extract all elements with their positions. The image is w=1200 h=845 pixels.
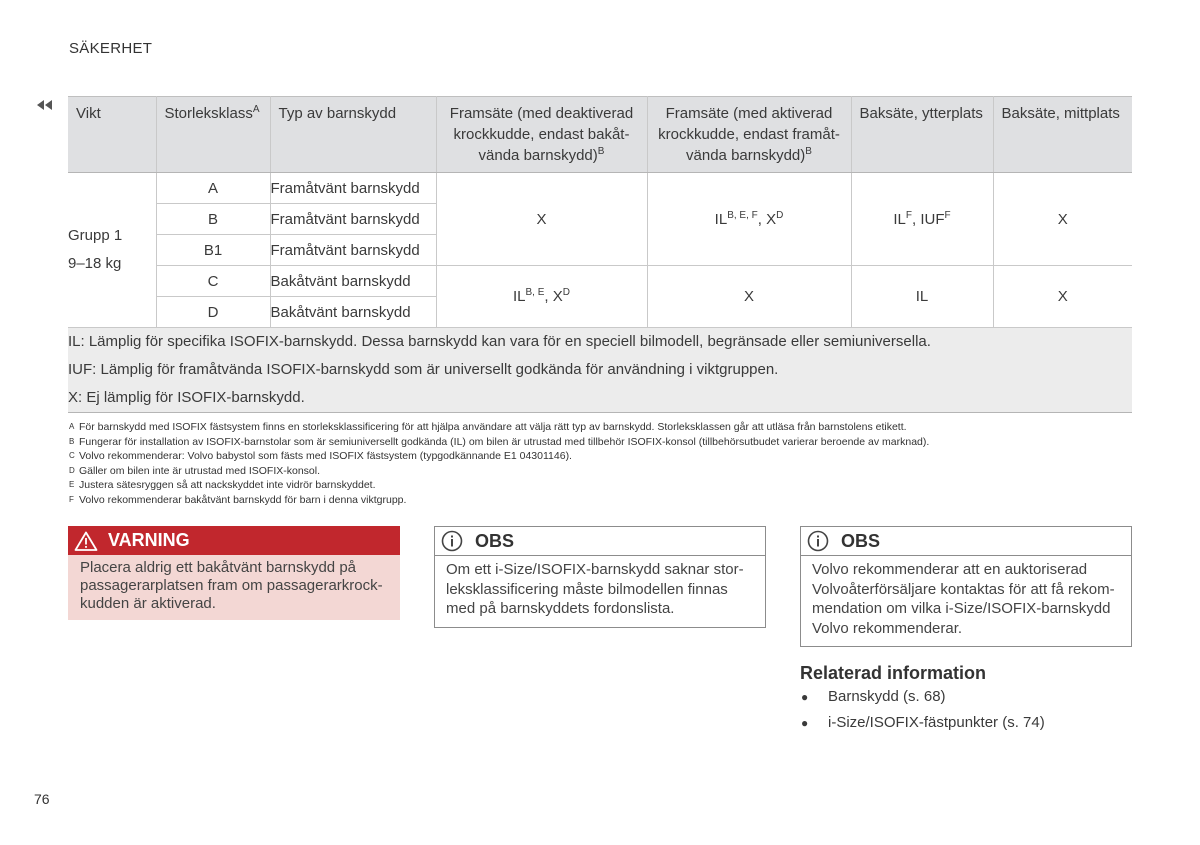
bullet-icon: ● <box>801 690 809 704</box>
footnote: F Volvo rekommenderar bakåtvänt barnskydd för barn i denna viktgrupp. <box>69 493 407 506</box>
table-header-row <box>68 97 1132 173</box>
related-information <box>800 662 1140 736</box>
seat-type-cell: Framåtvänt barnskydd <box>270 204 436 235</box>
related-title: Relaterad information <box>800 663 987 683</box>
header-rear-middle: Baksäte, mittplats <box>993 97 1132 173</box>
note-box <box>434 526 766 628</box>
warning-triangle-icon <box>74 531 98 551</box>
seat-type-cell: Framåtvänt barnskydd <box>270 235 436 266</box>
info-icon <box>441 530 463 552</box>
rear-front-activated-cell: X <box>647 266 851 328</box>
header-size-class: Storleksklass$^A$ <box>156 97 270 173</box>
warning-box <box>68 526 400 620</box>
isofix-table <box>68 96 1132 413</box>
page-number: 76 <box>34 791 50 807</box>
note-title: OBS <box>475 530 515 551</box>
warning-title: VARNING <box>108 530 190 550</box>
note-box <box>800 526 1132 647</box>
legend-row <box>68 328 1132 413</box>
forward-rear-middle-cell: X <box>993 173 1132 266</box>
note-text: Volvo rekommenderar att en auktoriserad Volvoåterförsäljare kontaktas för att få rekom- mendation om vilka i-Size/ISOFIX-barnskydd Volvo rekommenderar. <box>812 561 1115 637</box>
size-class-cell: D <box>156 297 270 328</box>
forward-front-deactivated-cell: X <box>436 173 647 266</box>
legend-x: X: Ej lämplig för ISOFIX-barnskydd. <box>68 389 305 406</box>
rear-front-deactivated-cell: $IL^{B, E}$, $X^D$ <box>436 266 647 328</box>
header-front-deactivated: Framsäte (med deaktiverad krockkudde, endast bakåt- vända barnskydd)$^B$ <box>436 97 647 173</box>
warning-text: Placera aldrig ett bakåtvänt barnskydd på passagerarplatsen fram om passagerarkrock- kudden är aktiverad. <box>80 559 383 612</box>
header-front-activated: Framsäte (med aktiverad krockkudde, endast framåt- vända barnskydd)$^B$ <box>647 97 851 173</box>
table-row <box>68 173 1132 204</box>
note-header <box>435 527 765 556</box>
related-link[interactable]: ● Barnskydd (s. 68) <box>800 684 1140 710</box>
warning-header <box>68 526 400 555</box>
header-weight: Vikt <box>68 97 156 173</box>
legend-il: IL: Lämplig för specifika ISOFIX-barnskydd. Dessa barnskydd kan vara för en speciell bilmodell, begränsade eller semiuniversella. <box>68 333 931 350</box>
seat-type-cell: Bakåtvänt barnskydd <box>270 297 436 328</box>
header-rear-outer: Baksäte, ytterplats <box>851 97 993 173</box>
seat-type-cell: Bakåtvänt barnskydd <box>270 266 436 297</box>
size-class-cell: B <box>156 204 270 235</box>
header-seat-type: Typ av barnskydd <box>270 97 436 173</box>
footnote: A För barnskydd med ISOFIX fästsystem finns en storleksklassificering för att hjälpa användare att välja rätt typ av barnskydd. Storleksklassen går att utläsa från barnstolens etikett. <box>69 421 907 433</box>
legend-iuf: IUF: Lämplig för framåtvända ISOFIX-barnskydd som är universellt godkända för användning i viktgruppen. <box>68 361 779 378</box>
seat-type-cell: Framåtvänt barnskydd <box>270 173 436 204</box>
note-title: OBS <box>841 530 881 551</box>
note-header <box>801 527 1131 556</box>
footnote: E Justera sätesryggen så att nackskyddet inte vidrör barnskyddet. <box>69 479 376 492</box>
section-title: SÄKERHET <box>69 40 153 57</box>
legend-cell <box>68 328 1132 413</box>
forward-front-activated-cell: $IL^{B, E, F}$, $X^D$ <box>647 173 851 266</box>
rear-rear-outer-cell: IL <box>851 266 993 328</box>
info-icon <box>807 530 829 552</box>
size-class-cell: B1 <box>156 235 270 266</box>
footnotes <box>69 420 1139 508</box>
size-class-cell: C <box>156 266 270 297</box>
footnote: C Volvo rekommenderar: Volvo babystol som fästs med ISOFIX fästsystem (typgodkännande E1 04301146). <box>69 450 572 463</box>
forward-rear-outer-cell: $IL^F$, $IUF^F$ <box>851 173 993 266</box>
footnote: D Gäller om bilen inte är utrustad med ISOFIX-konsol. <box>69 464 321 477</box>
related-link[interactable]: ● i-Size/ISOFIX-fästpunkter (s. 74) <box>800 710 1140 736</box>
group-cell: Grupp 1 9–18 kg <box>68 173 156 328</box>
previous-page-icon[interactable] <box>37 100 53 110</box>
size-class-cell: A <box>156 173 270 204</box>
bullet-icon: ● <box>801 716 809 730</box>
rear-rear-middle-cell: X <box>993 266 1132 328</box>
note-text: Om ett i-Size/ISOFIX-barnskydd saknar stor- leksklassificering måste bilmodellen finnas med på barnskyddets fordonslista. <box>446 561 744 617</box>
footnote: B Fungerar för installation av ISOFIX-barnstolar som är semiuniversellt godkända (IL) om bilen är utrustad med tillbehör ISOFIX-konsol (tillbehörsutbudet varierar beroende av marknad). <box>69 435 930 448</box>
table-row <box>68 266 1132 297</box>
